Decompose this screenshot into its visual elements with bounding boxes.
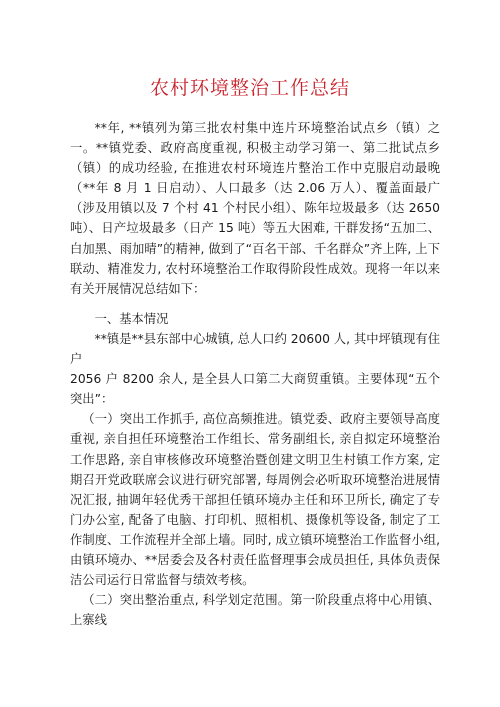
- point-1-paragraph: （一）突出工作抓手, 高位高频推进。镇党委、政府主要领导高度重视, 亲自担任环境整治工作组长、常务副组长, 亲自拟定环境整治工作思路, 亲自审核修改环境整治暨创建文明卫生村镇工作方案, 定期召开党政联席会议进行研究部署, 每周例会必听取环境整治进展情况汇报, 抽调年轻优秀干部担任镇环境办主任和环卫所长, 确定了专门办公室, 配备了电脑、打印机、照相机、摄像机等设备, 制定了工作制度、工作流程并全部上墙。同时, 成立镇环境整治工作监督小组, 由镇环境办、**居委会及各村责任监督理事会成员担任, 具体负责保洁公司运行日常监督与绩效考核。: [70, 412, 440, 588]
- document-title: 农村环境整治工作总结: [149, 77, 350, 99]
- basic-info-line-2: 2056 户 8200 余人, 是全县人口第二大商贸重镇。主要体现“五个突出”：: [70, 372, 440, 407]
- section-heading-basic: 一、基本情况: [94, 311, 169, 326]
- point-2-paragraph: （二）突出整治重点, 科学划定范围。第一阶段重点将中心用镇、上寨线: [70, 593, 440, 628]
- intro-paragraph: **年, **镇列为第三批农村集中连片环境整治试点乡（镇）之一。**镇党委、政府高度重视, 积极主动学习第一、第二批试点乡（镇）的成功经验, 在推进农村环境连片整治工作中克服启动最晚（**年 8 月 1 日启动）、人口最多（达 2.06 万人）、覆盖面最广（涉及用镇以及 7 个村 41 个村民小组）、陈年垃圾最多（达 2650 吨）、日产垃圾最多（日产 15 吨）等五大困难, 干群发扬“五加二、白加黑、雨加晴”的精神, 做到了“百名干部、千名群众”齐上阵, 上下联动、精准发力, 农村环境整治工作取得阶段性成效。现将一年以来有关开展情况总结如下：: [70, 121, 440, 296]
- document-body: [70, 118, 440, 630]
- basic-info-line-1: **镇是**县东部中心城镇, 总人口约 20600 人, 其中坪镇现有住户: [70, 331, 440, 367]
